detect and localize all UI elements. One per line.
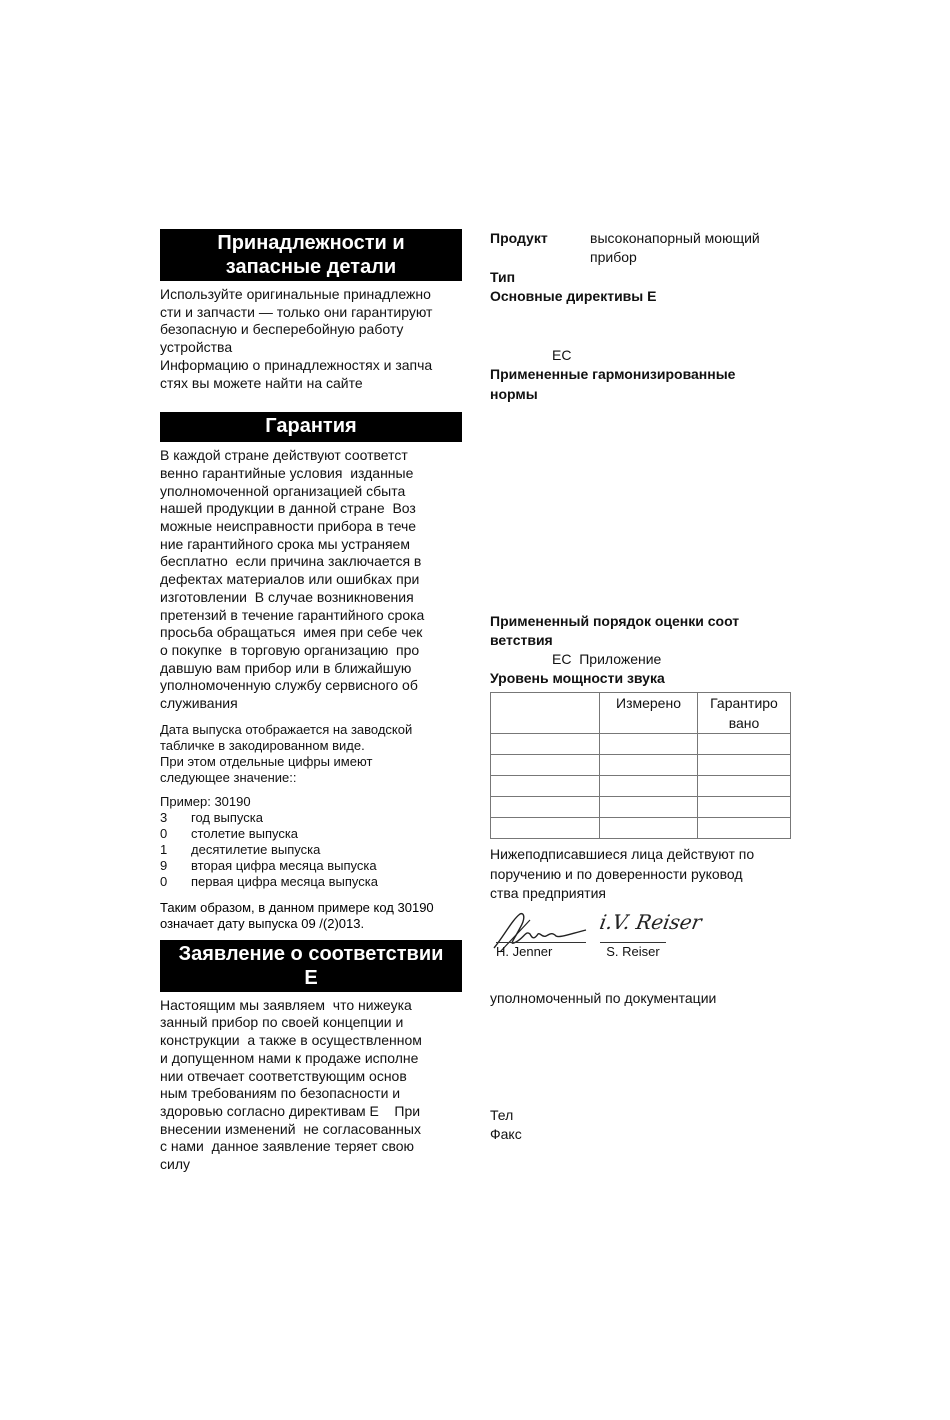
declaration-heading (160, 940, 462, 992)
declaration-text: Настоящим мы заявляем что нижеука занный прибор по своей концепции и конструкции а также в осуществленном и допущенном нами к продаже исполне нии отвечает соответствующим основ ным требованиям по безопасности и здоровью согласно директивам Е При внесении изменений не согласованных с нами данное заявление теряет свою силу (160, 996, 422, 1173)
warranty-heading (160, 412, 462, 442)
fax-label: Факс (490, 1126, 522, 1143)
accessories-heading-line2: запасные детали (225, 256, 397, 278)
signatures (490, 908, 795, 966)
example-label: Пример: 30190 (160, 793, 251, 809)
code-row: 0 первая цифра месяца выпуска (160, 873, 378, 889)
table-row (491, 734, 791, 755)
declaration-heading-line1: Заявление о соответствии (178, 942, 444, 965)
accessories-text: Используйте оригинальные принадлежно сти и запчасти — только они гарантируют безопасную и бесперебойную работу устройства Информацию о принадлежностях и запча стях вы можете найти на сайте (160, 286, 433, 391)
product-value: высоконапорный моющий прибор (590, 230, 760, 265)
code-row: 1 десятилетие выпуска (160, 841, 321, 857)
guaranteed-header: Гарантиро вано (698, 693, 791, 734)
harmonized-label: Примененные гармонизированные нормы (490, 366, 736, 402)
sound-label: Уровень мощности звука (490, 670, 665, 686)
product-row (490, 229, 795, 267)
date-conclusion: Таким образом, в данном примере код 30190 означает дату выпуска 09 /(2)013. (160, 899, 434, 931)
measured-header: Измерено (600, 693, 698, 734)
doc-authorized: уполномоченный по документации (490, 989, 717, 1006)
signer-reiser: S. Reiser (600, 942, 666, 959)
procedure-value: ЕС Приложение (552, 651, 662, 667)
procedure-label: Примененный порядок оценки соот ветствия (490, 613, 740, 648)
code-list (160, 810, 462, 890)
signatories-text: Нижеподписавшиеся лица действуют по поручению и по доверенности руковод ства предприятия (490, 846, 755, 901)
table-row (491, 797, 791, 818)
date-intro-text: Дата выпуска отображается на заводской табличке в закодированном виде. При этом отдельные цифры имеют следующее значение:: (160, 721, 413, 785)
directives-label: Основные директивы Е (490, 288, 657, 304)
sound-table-header (491, 693, 791, 734)
declaration-heading-line2: Е (304, 966, 318, 989)
table-cell (491, 693, 600, 734)
code-row: 9 вторая цифра месяца выпуска (160, 857, 377, 873)
warranty-heading-label: Гарантия (265, 415, 357, 438)
tel-label: Тел (490, 1107, 514, 1124)
code-row: 3 год выпуска (160, 809, 263, 825)
code-row: 0 столетие выпуска (160, 825, 299, 841)
table-row (491, 818, 791, 839)
ec-label: ЕС (552, 347, 572, 363)
left-column (160, 229, 462, 1174)
signature-reiser-script: i.V. Reiser (597, 909, 704, 934)
accessories-heading (160, 229, 462, 281)
product-label: Продукт (490, 230, 548, 246)
table-row (491, 776, 791, 797)
signer-jenner: H. Jenner (496, 942, 586, 959)
accessories-heading-line1: Принадлежности и (217, 232, 405, 254)
type-label: Тип (490, 269, 516, 285)
right-column (490, 229, 795, 1144)
sound-table (490, 692, 791, 839)
warranty-text: В каждой стране действуют соответст венно гарантийные условия изданные уполномоченной организацией сбыта нашей продукции в данной стране Воз можные неисправности прибора в тече ние гарантийного срока мы устраняем бесплатно если причина заключается в дефектах материалов или ошибках при изготовлении В случае возникновения претензий в течение гарантийного срока просьба обращаться имея при себе чек о покупке в торговую организацию про давшую вам прибор или в ближайшую уполномоченную службу сервисного об служивания (160, 447, 425, 712)
table-row (491, 755, 791, 776)
